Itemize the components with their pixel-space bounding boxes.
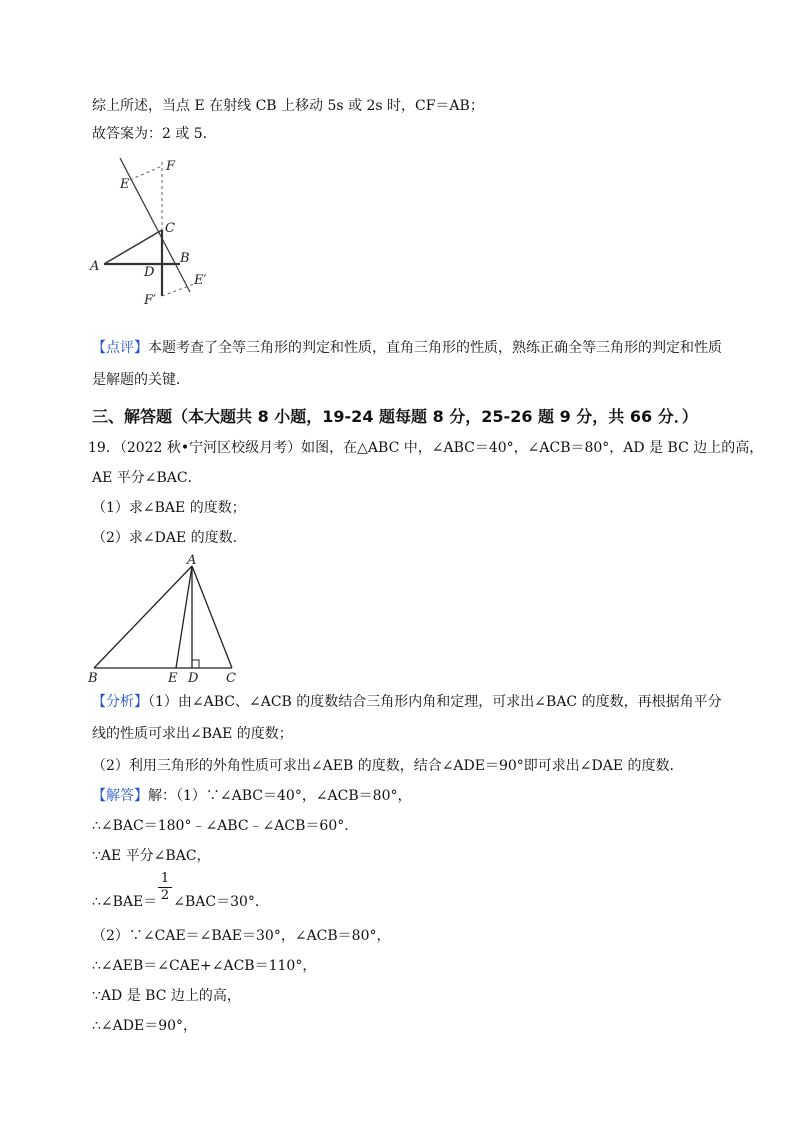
- side-ac: [192, 566, 232, 668]
- problem-question-1: （1）求∠BAE 的度数；: [92, 500, 246, 516]
- ray-line: [120, 158, 190, 292]
- label-a: A: [90, 259, 100, 274]
- solution-line-4: [92, 892, 269, 912]
- solution-step-4-post: ∠BAC＝30°．: [173, 894, 269, 910]
- solution-line-6: ∴∠AEB＝∠CAE+∠ACB＝110°，: [92, 958, 317, 974]
- problem-question-2: （2）求∠DAE 的度数．: [92, 530, 247, 546]
- label-e2: E: [168, 671, 178, 684]
- solution-line-7: ∵AD 是 BC 边上的高，: [92, 988, 241, 1004]
- fraction-numerator: 1: [160, 871, 170, 886]
- solution-line-1: [92, 786, 411, 806]
- bisector-ae: [176, 566, 192, 668]
- problem-line-2: AE 平分∠BAC．: [92, 470, 202, 486]
- section-heading: 三、解答题（本大题共 8 小题，19-24 题每题 8 分，25-26 题 9 分，共 66 分．）: [92, 407, 698, 426]
- solution-tag: 【解答】: [92, 788, 148, 804]
- label-d: D: [144, 265, 155, 280]
- figure-2-triangle: [84, 552, 254, 684]
- summary-line: 综上所述，当点 E 在射线 CB 上移动 5s 或 2s 时，CF＝AB；: [92, 98, 484, 114]
- analysis-tag: 【分析】: [92, 694, 148, 710]
- problem-line-1: 19．（2022 秋•宁河区校级月考）如图，在△ABC 中，∠ABC＝40°，∠ACB＝80°，AD 是 BC 边上的高，: [88, 440, 764, 456]
- comment-text-1: 本题考查了全等三角形的判定和性质，直角三角形的性质，熟练正确全等三角形的判定和性质: [148, 340, 722, 356]
- label-a2: A: [187, 553, 197, 568]
- solution-line-2: ∴∠BAC＝180°﹣∠ABC﹣∠ACB＝60°．: [92, 818, 359, 834]
- figure-1-diagram: [86, 150, 226, 310]
- answer-line: 故答案为：2 或 5．: [92, 126, 217, 142]
- right-angle-mark: [192, 660, 199, 668]
- analysis-line-2: 线的性质可求出∠BAE 的度数；: [92, 726, 293, 742]
- solution-step-1: 解：（1）∵∠ABC＝40°，∠ACB＝80°，: [148, 788, 412, 804]
- label-b: B: [180, 251, 190, 266]
- solution-line-8: ∴∠ADE＝90°，: [92, 1018, 198, 1034]
- label-c2: C: [226, 671, 236, 684]
- comment-line-1: [92, 338, 722, 358]
- solution-step-4-pre: ∴∠BAE＝: [92, 894, 158, 910]
- analysis-line-3: （2）利用三角形的外角性质可求出∠AEB 的度数，结合∠ADE＝90°即可求出∠DAE 的度数．: [92, 758, 684, 774]
- segment-ac: [104, 230, 162, 264]
- analysis-line-1: [92, 692, 722, 712]
- solution-line-5: （2）∵∠CAE＝∠BAE＝30°，∠ACB＝80°，: [92, 928, 391, 944]
- fraction-one-half: [158, 872, 172, 903]
- label-d2: D: [188, 671, 199, 684]
- dashed-ef: [130, 166, 162, 180]
- fraction-denominator: 2: [160, 888, 170, 903]
- label-e-prime: E′: [194, 273, 207, 288]
- analysis-text-1: （1）由∠ABC、∠ACB 的度数结合三角形内角和定理，可求出∠BAC 的度数，再根据角平分: [148, 694, 722, 710]
- label-f-prime: F′: [144, 293, 156, 308]
- label-b2: B: [88, 671, 98, 684]
- solution-line-3: ∵AE 平分∠BAC，: [92, 848, 211, 864]
- side-ab: [94, 566, 192, 668]
- label-f: F: [166, 159, 176, 174]
- label-e: E: [120, 177, 130, 192]
- comment-tag: 【点评】: [92, 340, 148, 356]
- comment-line-2: 是解题的关键．: [92, 372, 190, 388]
- label-c: C: [165, 221, 175, 236]
